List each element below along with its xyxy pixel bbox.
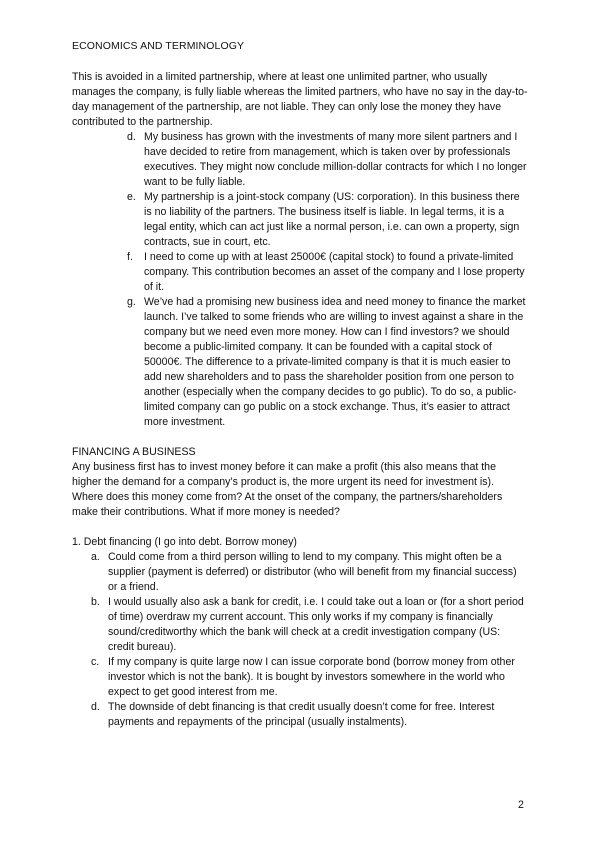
list-item-text: I would usually also ask a bank for credit, i.e. I could take out a loan or (for a short period of time) overdraw my current account. This only works if my company is financially sound/creditworthy which the bank will check at a credit investigation company (US: credit bureau). bbox=[108, 596, 524, 653]
list-marker: b. bbox=[91, 596, 100, 608]
page-header: ECONOMICS AND TERMINOLOGY bbox=[72, 40, 245, 52]
list-item-text: The downside of debt financing is that credit usually doesn’t come for free. Interest payments and repayments of the principal (usually instalments). bbox=[108, 701, 495, 728]
list-item bbox=[72, 595, 528, 655]
list-marker: f. bbox=[127, 251, 133, 263]
list-marker: d. bbox=[127, 131, 136, 143]
page-number: 2 bbox=[518, 799, 524, 811]
list-item-text: Could come from a third person willing to lend to my company. This might often be a supplier (payment is deferred) or distributor (who will benefit from my financial success) or a friend. bbox=[108, 551, 517, 593]
debt-financing-list bbox=[72, 550, 528, 730]
list-item bbox=[72, 550, 528, 595]
list-item bbox=[72, 250, 528, 295]
list-item bbox=[72, 190, 528, 250]
list-item bbox=[72, 130, 528, 190]
financing-heading: FINANCING A BUSINESS bbox=[72, 446, 196, 458]
list-marker: d. bbox=[91, 701, 100, 713]
list-item-text: My partnership is a joint-stock company (US: corporation). In this business there is no liability of the partners. The business itself is liable. In legal terms, it is a legal entity, which can act just like a normal person, i.e. can own a property, sign contracts, sue in court, etc. bbox=[144, 191, 520, 248]
list-marker: e. bbox=[127, 191, 136, 203]
list-marker: a. bbox=[91, 551, 100, 563]
partnership-list bbox=[72, 130, 528, 430]
debt-financing-heading: 1. Debt financing (I go into debt. Borrow money) bbox=[72, 536, 297, 548]
list-item-text: My business has grown with the investments of many more silent partners and I have decided to retire from management, which is taken over by professionals executives. They might now conclude million-dollar contracts for which I no longer want to be fully liable. bbox=[144, 131, 527, 188]
list-marker: c. bbox=[91, 656, 100, 668]
list-item-text: I need to come up with at least 25000€ (capital stock) to found a private-limited company. This contribution becomes an asset of the company and I lose property of it. bbox=[144, 251, 525, 293]
list-item bbox=[72, 700, 528, 730]
list-item bbox=[72, 295, 528, 430]
list-item-text: We’ve had a promising new business idea and need money to finance the market launch. I’ve talked to some friends who are willing to invest against a share in the company but we need even more money. How can I find investors? we should become a public-limited company. It can be founded with a capital stock of 50000€. The difference to a private-limited company is that it is much easier to add new shareholders and to pass the shareholder position from one person to another (especially when the company decides to go public). To do so, a public-limited company can go public on a stock exchange. Thus, it’s easier to attract more investment. bbox=[144, 296, 526, 428]
intro-paragraph: This is avoided in a limited partnership, where at least one unlimited partner, who usually manages the company, is fully liable whereas the limited partners, who have no say in the day-to-day management of the partnership, are not liable. They can only lose the money they have contributed to the partnership. bbox=[72, 71, 528, 128]
list-marker: g. bbox=[127, 296, 136, 308]
list-item-text: If my company is quite large now I can issue corporate bond (borrow money from other investor which is not the bank). It is bought by investors somewhere in the world who expect to get good interest from me. bbox=[108, 656, 515, 698]
list-item bbox=[72, 655, 528, 700]
financing-paragraph: Any business first has to invest money before it can make a profit (this also means that the higher the demand for a company’s product is, the more urgent its need for investment is). Where does this money come from? At the onset of the company, the partners/shareholders make their contributions. What if more money is needed? bbox=[72, 461, 503, 518]
document-body bbox=[72, 70, 528, 730]
